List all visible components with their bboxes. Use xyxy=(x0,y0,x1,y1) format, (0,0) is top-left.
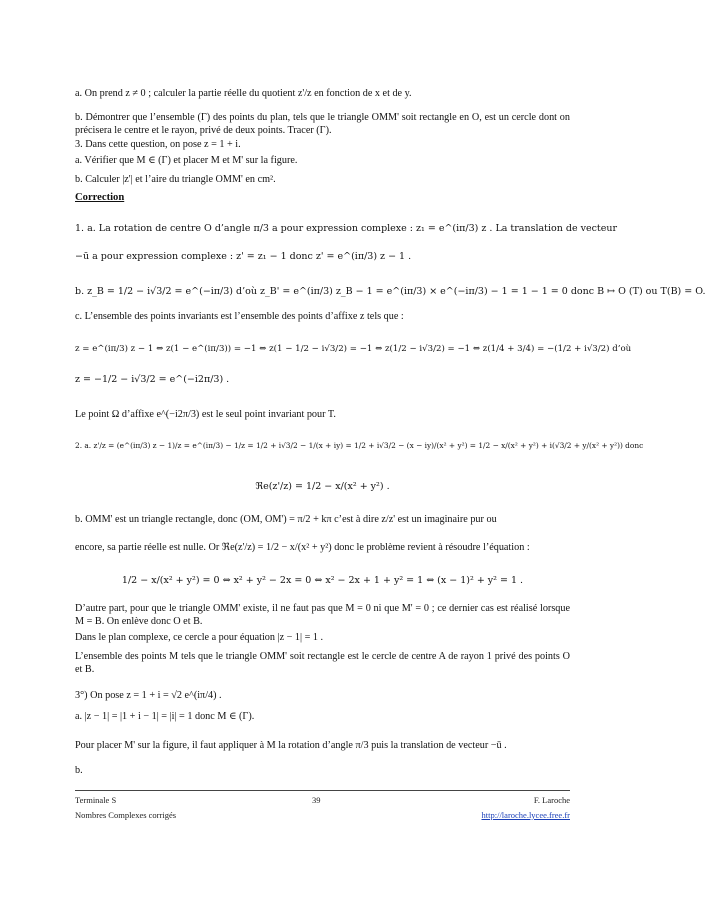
question-3a: a. Vérifier que M ∈ (Γ) et placer M et M' sur la figure. xyxy=(75,155,298,166)
website-link[interactable]: http://laroche.lycee.free.fr xyxy=(481,810,570,820)
correction-1b: b. z_B = 1/2 − i√3/2 = e^(−iπ/3) d’où z_B' = e^(iπ/3) z_B − 1 = e^(iπ/3) × e^(−iπ/3) − 1 = 1 − 1 = 0 donc B ↦ O (T) ou T(B) = O. xyxy=(75,286,706,297)
locus-conclusion: L’ensemble des points M tels que le triangle OMM' soit rectangle est le cercle de centre A de rayon 1 privé des points O et B. xyxy=(75,651,570,675)
question-2a: a. On prend z ≠ 0 ; calculer la partie réelle du quotient z'/z en fonction de x et de y. xyxy=(75,88,412,99)
footer-chapter: Nombres Complexes corrigés xyxy=(75,810,177,820)
page-number: 39 xyxy=(312,795,321,805)
correction-1c: c. L’ensemble des points invariants est l’ensemble des points d’affixe z tels que : xyxy=(75,311,404,322)
correction-1a: 1. a. La rotation de centre O d’angle π/3 a pour expression complexe : z₁ = e^(iπ/3) z . La translation de vecteur xyxy=(75,223,618,234)
correction-1a-cont: −ū a pour expression complexe : z' = z₁ − 1 donc z' = e^(iπ/3) z − 1 . xyxy=(75,251,412,262)
correction-3b: b. xyxy=(75,765,83,776)
real-part-result: ℜe(z'/z) = 1/2 − x/(x² + y²) . xyxy=(255,481,390,492)
excluded-points-paragraph: D’autre part, pour que le triangle OMM' existe, il ne faut pas que M = 0 ni que M' = 0 ; ce dernier cas est réalisé lorsque M = B. On enlève donc O et B. xyxy=(75,603,570,627)
footer-author: F. Laroche xyxy=(533,795,570,805)
invariant-point-sentence: Le point Ω d’affixe e^(−i2π/3) est le seul point invariant pour T. xyxy=(75,409,336,420)
placement-instruction: Pour placer M' sur la figure, il faut appliquer à M la rotation d’angle π/3 puis la translation de vecteur −ū . xyxy=(75,740,507,751)
invariant-solution: z = −1/2 − i√3/2 = e^(−i2π/3) . xyxy=(75,374,230,385)
correction-3: 3°) On pose z = 1 + i = √2 e^(iπ/4) . xyxy=(75,690,222,701)
circle-equation-derivation: 1/2 − x/(x² + y²) = 0 ⇔ x² + y² − 2x = 0 ⇔ x² − 2x + 1 + y² = 1 ⇔ (x − 1)² + y² = 1 . xyxy=(121,575,524,586)
footer-divider xyxy=(75,790,570,791)
footer-website xyxy=(482,810,571,820)
question-3b: b. Calculer |z'| et l’aire du triangle OMM' en cm². xyxy=(75,174,276,185)
invariant-equation: z = e^(iπ/3) z − 1 ⇔ z(1 − e^(iπ/3)) = −1 ⇔ z(1 − 1/2 − i√3/2) = −1 ⇔ z(1/2 − i√3/2) = −1 ⇔ z(1/4 + 3/4) = −(1/2 + i√3/2) d’où xyxy=(75,344,632,354)
circle-equation-sentence: Dans le plan complexe, ce cercle a pour équation |z − 1| = 1 . xyxy=(75,632,324,643)
question-2b: b. Démontrer que l’ensemble (Γ) des points du plan, tels que le triangle OMM' soit rectangle en O, est un cercle dont on précisera le centre et le rayon, privé de deux points. Tracer (Γ). xyxy=(75,112,570,136)
correction-2b: b. OMM' est un triangle rectangle, donc (OM, OM') = π/2 + kπ c’est à dire z/z' est un imaginaire pur ou xyxy=(75,514,497,525)
correction-2b-cont: encore, sa partie réelle est nulle. Or ℜe(z'/z) = 1/2 − x/(x² + y²) donc le problème revient à résoudre l’équation : xyxy=(75,542,530,553)
correction-heading: Correction xyxy=(75,192,125,203)
footer-class: Terminale S xyxy=(75,795,117,805)
correction-2a: 2. a. z'/z = (e^(iπ/3) z − 1)/z = e^(iπ/3) − 1/z = 1/2 + i√3/2 − 1/(x + iy) = 1/2 + i√3/2 − (x − iy)/(x² + y²) = 1/2 − x/(x² + y²) + i(√3/2 + y/(x² + y²)) donc xyxy=(75,441,644,450)
correction-3a: a. |z − 1| = |1 + i − 1| = |i| = 1 donc M ∈ (Γ). xyxy=(75,711,255,722)
question-3: 3. Dans cette question, on pose z = 1 + i. xyxy=(75,139,241,150)
